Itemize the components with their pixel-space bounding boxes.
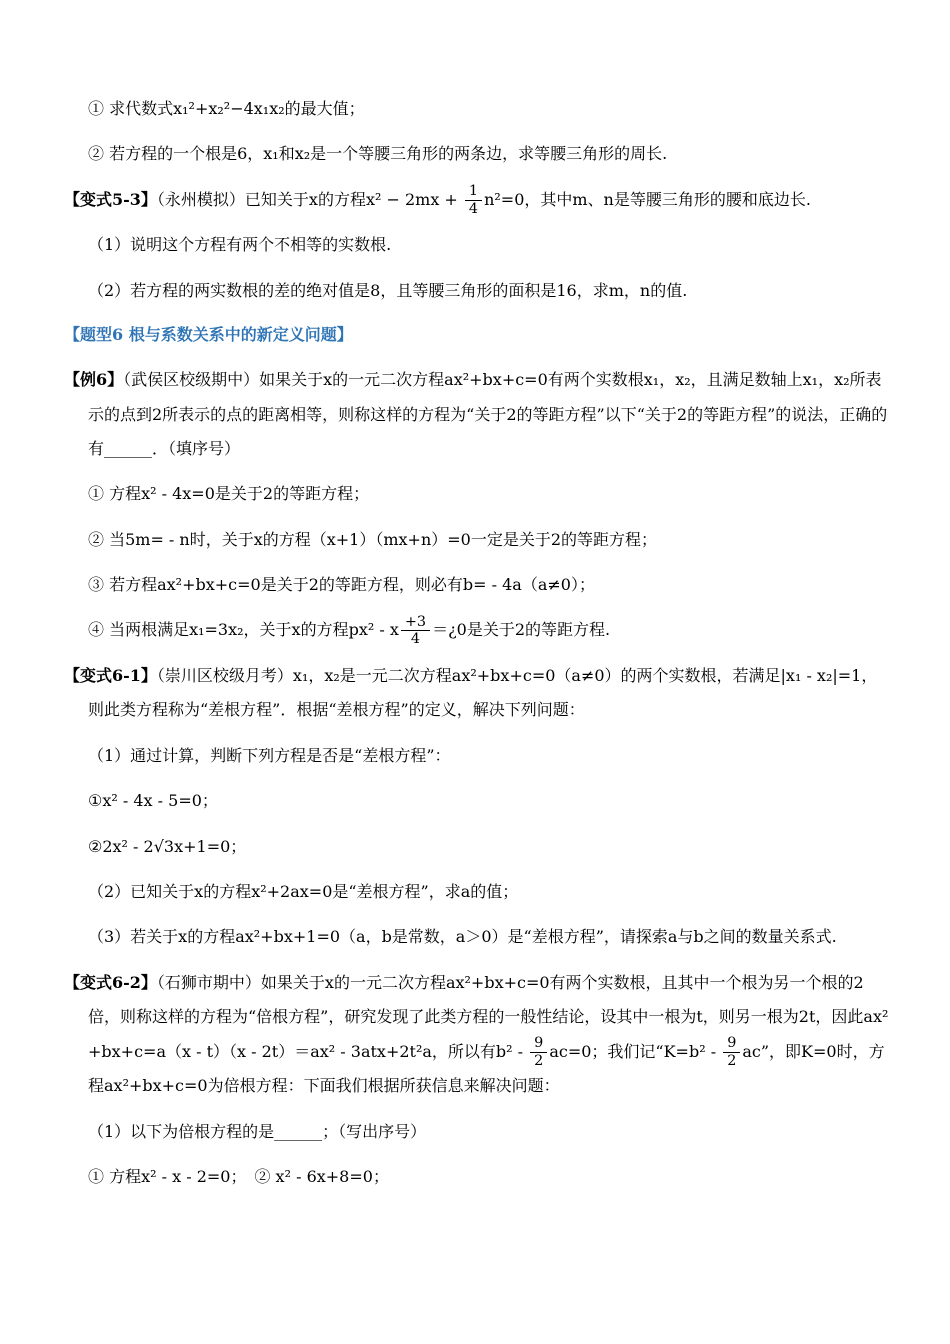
variant-6-1-eq-2: ②2x² - 2√3x+1=0； [88,836,247,856]
variant-6-2-label: 【变式6-2】 [64,972,157,992]
example-6-option-2: ② 当5m= - n时，关于x的方程（x+1）（mx+n）=0一定是关于2的等距方程； [88,529,658,549]
variant-6-2 [64,966,890,1104]
fraction-denominator: 2 [727,1052,737,1069]
fraction-numerator: 1 [465,183,482,201]
variant-6-2-text-2: ac=0；我们记“K=b² - [549,1041,722,1061]
example-6 [64,363,890,466]
variant-5-3 [64,183,890,218]
fraction-denominator: 4 [468,200,479,217]
example-6-text: （武侯区校级期中）如果关于x的一元二次方程ax²+bx+c=0有两个实数根x₁，x₂，且满足数轴上x₁，x₂所表示的点到2所表示的点的距离相等，则称这样的方程为“关于2的等距方程”以下“关于2的等距方程”的说法，正确的有______．（填序号） [88,370,888,458]
example-6-option-4-text-1: ④ 当两根满足x₁=3x₂，关于x的方程px² - x [88,620,399,640]
fraction-denominator: 4 [410,631,421,648]
example-6-option-3: ③ 若方程ax²+bx+c=0是关于2的等距方程，则必有b= - 4a（a≠0）； [88,575,595,595]
fraction-numerator: 9 [530,1035,547,1053]
item-1-max-value: ① 求代数式x₁²+x₂²−4x₁x₂的最大值； [88,99,365,118]
variant-5-3-label: 【变式5-3】 [64,189,157,209]
variant-6-2-eq-list: ① 方程x² - x - 2=0； ② x² - 6x+8=0； [88,1166,389,1186]
variant-5-3-text-1: （永州模拟）已知关于x的方程x² − 2mx + [156,189,463,209]
example-6-label: 【例6】 [64,370,124,390]
fraction-denominator: 2 [534,1052,544,1069]
variant-6-1-sub-3: （3）若关于x的方程ax²+bx+1=0（a，b是常数，a＞0）是“差根方程”，请探索a与b之间的数量关系式. [88,927,837,947]
fraction-9-2 [723,1035,740,1069]
section-heading-topic-6: 【题型6 根与系数关系中的新定义问题】 [64,325,353,345]
variant-6-1-sub-2: （2）已知关于x的方程x²+2ax=0是“差根方程”，求a的值； [88,881,519,901]
fraction-numerator: +3 [401,614,430,632]
variant-6-1-eq-1: ①x² - 4x - 5=0； [88,791,218,811]
fraction-numerator: 9 [723,1035,740,1053]
variant-6-1 [64,659,890,728]
variant-5-3-sub-1: （1）说明这个方程有两个不相等的实数根. [88,235,392,255]
variant-6-2-text-3: ac”，即K=0时，方程ax²+bx+c=0为倍根方程：下面我们根据所获信息来解决问题： [88,1041,885,1096]
example-6-option-4-text-2: ＝¿0是关于2的等距方程. [432,620,611,640]
fraction-1-4 [465,183,482,217]
variant-6-1-text: （崇川区校级月考）x₁，x₂是一元二次方程ax²+bx+c=0（a≠0）的两个实数根，若满足|x₁ - x₂|=1，则此类方程称为“差根方程”．根据“差根方程”的定义，解决下列问题： [88,666,878,720]
variant-6-1-label: 【变式6-1】 [64,666,157,686]
variant-5-3-text-2: n²=0，其中m、n是等腰三角形的腰和底边长. [484,189,811,209]
variant-6-1-sub-1: （1）通过计算，判断下列方程是否是“差根方程”： [88,745,451,765]
example-6-option-1: ① 方程x² - 4x=0是关于2的等距方程； [88,484,370,504]
fraction-9-2 [530,1035,547,1069]
variant-6-2-text-1: （石狮市期中）如果关于x的一元二次方程ax²+bx+c=0有两个实数根，且其中一个根为另一个根的2倍，则称这样的方程为“倍根方程”，研究发现了此类方程的一般性结论，设其中一根为t，则另一根为2t，因此ax²+bx+c=a（x - t）（x - 2t）＝ax² - 3atx+2t²a，所以有b² - [88,972,889,1061]
item-2-isosceles-perimeter: ② 若方程的一个根是6，x₁和x₂是一个等腰三角形的两条边，求等腰三角形的周长. [88,144,668,164]
variant-6-2-sub-1: （1）以下为倍根方程的是______；（写出序号） [88,1121,427,1141]
example-6-option-4 [88,613,890,648]
variant-5-3-sub-2: （2）若方程的两实数根的差的绝对值是8，且等腰三角形的面积是16，求m，n的值. [88,280,688,300]
fraction-plus3-4 [401,614,430,648]
